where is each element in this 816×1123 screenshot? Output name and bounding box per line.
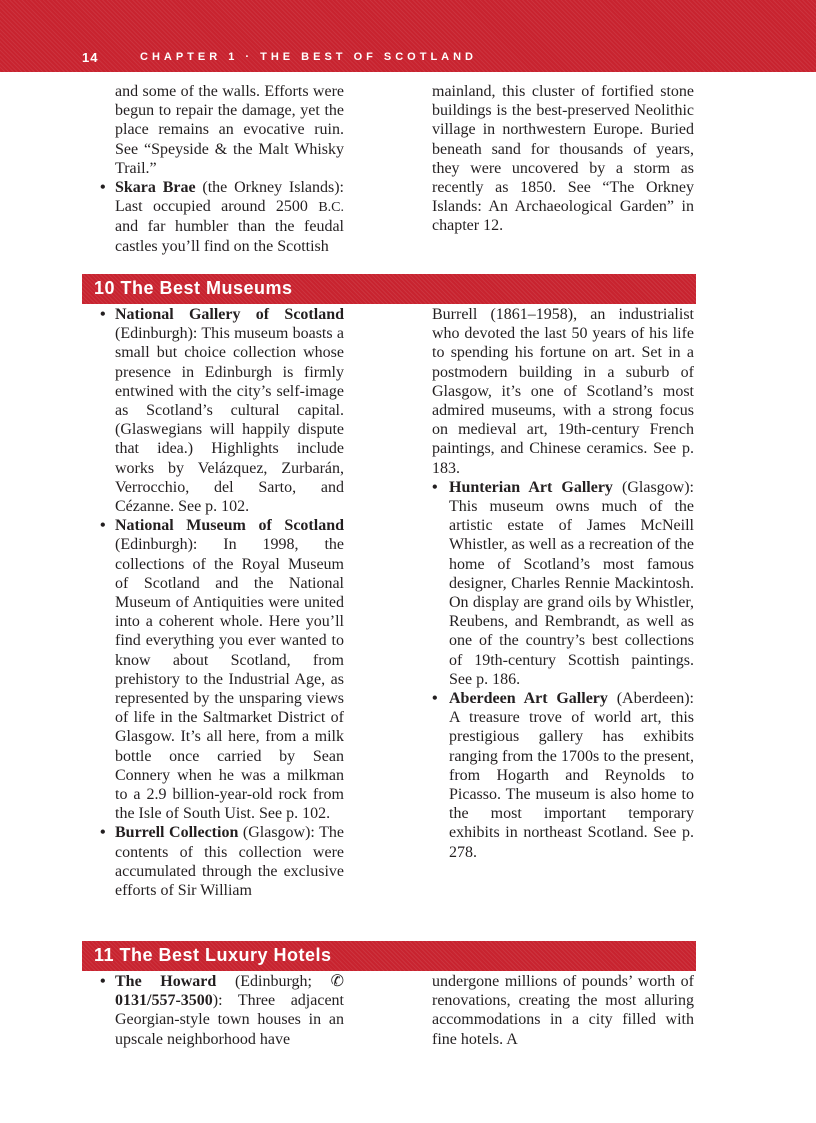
bullet: • — [100, 517, 106, 535]
running-head: CHAPTER 1 · THE BEST OF SCOTLAND — [140, 51, 478, 63]
top-right-column — [432, 82, 694, 236]
item-text: and far humbler than the feudal castles you’ll find on the Scottish — [115, 218, 344, 255]
list-item — [432, 478, 694, 689]
list-item — [82, 823, 344, 900]
bc-abbrev: B.C. — [318, 200, 344, 216]
phone-icon: ✆ — [330, 973, 345, 990]
list-item — [82, 305, 344, 516]
museums-left-column — [82, 305, 344, 900]
list-item — [82, 516, 344, 823]
item-text: (the Orkney Islands): Last occupied around 2500 — [115, 179, 344, 216]
continuation-text: mainland, this cluster of fortified stone buildings is the best-preserved Neolithic village in northwestern Europe. Buried beneath sand for thousands of years, they were uncovered by a storm as recently as 1850. See “The Orkney Islands: An Archaeological Garden” in chapter 12. — [432, 83, 694, 235]
phone-number: 0131/557-3500 — [115, 992, 213, 1010]
bullet: • — [100, 179, 106, 197]
item-text: (Edinburgh; — [216, 973, 331, 990]
hotels-left-column — [82, 972, 344, 1049]
bullet: • — [432, 478, 438, 496]
item-text: (Aberdeen): A treasure trove of world art, this prestigious gallery has exhibits ranging from the 1700s to the present, from Hogarth and Reynolds to Picasso. The museum is also home to the most important temporary exhibits in northeast Scotland. See p. 278. — [449, 690, 694, 861]
list-item-skara-brae — [82, 178, 344, 256]
item-name: Burrell Collection — [115, 824, 239, 842]
item-text: : Three adjacent Georgian-style town houses in an upscale neighborhood have — [115, 992, 344, 1048]
item-text: (Glasgow): The contents of this collection were accumulated through the exclusive efforts of Sir William — [115, 824, 344, 900]
item-text: (Edinburgh): This museum boasts a small but choice collection whose presence in Edinburgh is firmly entwined with the city’s self-image as Scotland’s cultural capital. (Glaswegians will happily dispute that idea.) Highlights include works by Velázquez, Zurbarán, Verrocchio, del Sarto, and Cézanne. See p. 102. — [115, 325, 344, 516]
section-header-museums — [82, 274, 696, 304]
hotels-right-column — [432, 972, 694, 1049]
item-name: Skara Brae — [115, 179, 196, 197]
bullet: • — [100, 306, 106, 323]
list-item — [432, 689, 694, 862]
item-name: Hunterian Art Gallery — [449, 478, 613, 496]
item-text: (Edinburgh): In 1998, the collections of the Royal Museum of Scotland and the National Museum of Antiquities were united into a coherent whole. Here you’ll find everything you ever wanted to know about Scotland, from prehistory to the Industrial Age, as represented by the unsparing views of life in the Saltmarket District of Glasgow. It’s all here, from a milk bottle once carried by Sean Connery when he was a milkman to a 2.9 billion-year-old rock from the Isle of South Uist. See p. 102. — [115, 536, 344, 823]
section-title: 11 The Best Luxury Hotels — [94, 945, 332, 965]
list-item-the-howard — [82, 972, 344, 1049]
museums-right-column — [432, 305, 694, 862]
top-left-column — [82, 82, 344, 256]
item-name: The Howard — [115, 973, 217, 990]
section-title: 10 The Best Museums — [94, 278, 293, 298]
item-text: (Glasgow): This museum owns much of the artistic estate of James McNeill Whistler, as well as a recreation of the home of Scotland’s most famous designer, Charles Rennie Mackintosh. On display are grand oils by Whistler, Reubens, and Rembrandt, as well as one of the country’s best collections of 19th-century Scottish paintings. See p. 186. — [449, 478, 695, 688]
bullet: • — [432, 690, 438, 708]
item-name: National Gallery of Scotland — [115, 306, 344, 323]
page-number: 14 — [82, 50, 99, 65]
bullet: • — [100, 824, 106, 842]
item-text: ) — [212, 992, 219, 1010]
continuation-text: Burrell (1861–1958), an industrialist who devoted the last 50 years of his life to spending his fortune on art. Set in a postmodern building in a suburb of Glasgow, it’s one of Scotland’s most admired museums, with a strong focus on medieval art, 19th-century French paintings, and Chinese ceramics. See p. 183. — [432, 306, 694, 477]
bullet: • — [100, 973, 106, 990]
continuation-text: undergone millions of pounds’ worth of renovations, creating the most alluring accommodations in a city filled with fine hotels. A — [432, 973, 694, 1048]
section-header-luxury-hotels — [82, 941, 696, 971]
item-name: Aberdeen Art Gallery — [449, 690, 608, 708]
continuation-text: and some of the walls. Efforts were begun to repair the damage, yet the place remains an evocative ruin. See “Speyside & the Malt Whisky Trail.” — [115, 83, 344, 177]
item-name: National Museum of Scotland — [115, 517, 344, 535]
